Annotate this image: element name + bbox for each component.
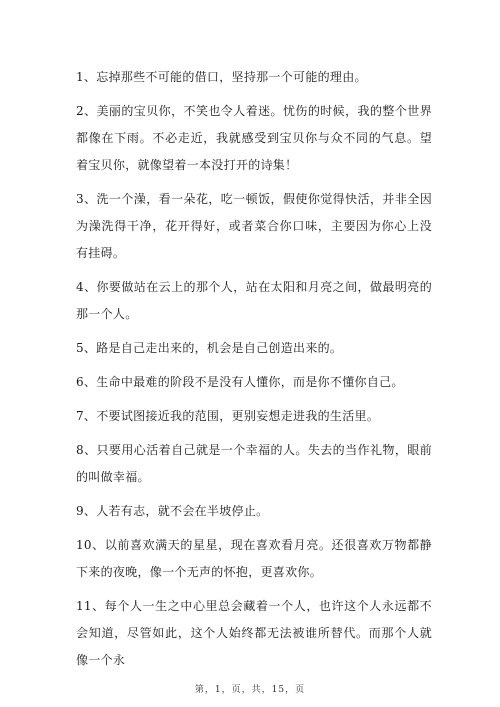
quote-paragraph-11: 11、每个人一生之中心里总会藏着一个人，也许这个人永远都不会知道，尽管如此，这个人始终都无法被谁所替代。而那个人就像一个永 [76, 599, 432, 667]
page-footer: 第，1，页，共，15，页 [194, 685, 306, 695]
quote-paragraph-6: 6、生命中最难的阶段不是没有人懂你，而是你不懂你自己。 [76, 375, 404, 389]
quote-paragraph-4: 4、你要做站在云上的那个人，站在太阳和月亮之间，做最明亮的那一个人。 [76, 280, 432, 321]
document-body [76, 64, 432, 681]
quote-paragraph-5: 5、路是自己走出来的，机会是自己创造出来的。 [76, 341, 343, 355]
quote-paragraph-8: 8、只要用心活着自己就是一个幸福的人。失去的当作礼物，眼前的叫做幸福。 [76, 443, 432, 484]
quote-paragraph-10: 10、以前喜欢满天的星星，现在喜欢看月亮。还很喜欢万物都静下来的夜晚，像一个无声的怀抱，更喜欢你。 [76, 538, 432, 579]
quote-paragraph-3: 3、洗一个澡，看一朵花，吃一顿饭，假使你觉得快活，并非全因为澡洗得干净，花开得好，或者菜合你口味，主要因为你心上没有挂碍。 [76, 192, 432, 260]
quote-paragraph-1: 1、忘掉那些不可能的借口，坚持那一个可能的理由。 [76, 70, 367, 84]
quote-paragraph-2: 2、美丽的宝贝你，不笑也令人着迷。忧伤的时候，我的整个世界都像在下雨。不必走近，我就感受到宝贝你与众不同的气息。望着宝贝你，就像望着一本没打开的诗集！ [76, 104, 432, 172]
quote-paragraph-9: 9、人若有志，就不会在半坡停止。 [76, 504, 269, 518]
quote-paragraph-7: 7、不要试图接近我的范围，更别妄想走进我的生活里。 [76, 409, 380, 423]
